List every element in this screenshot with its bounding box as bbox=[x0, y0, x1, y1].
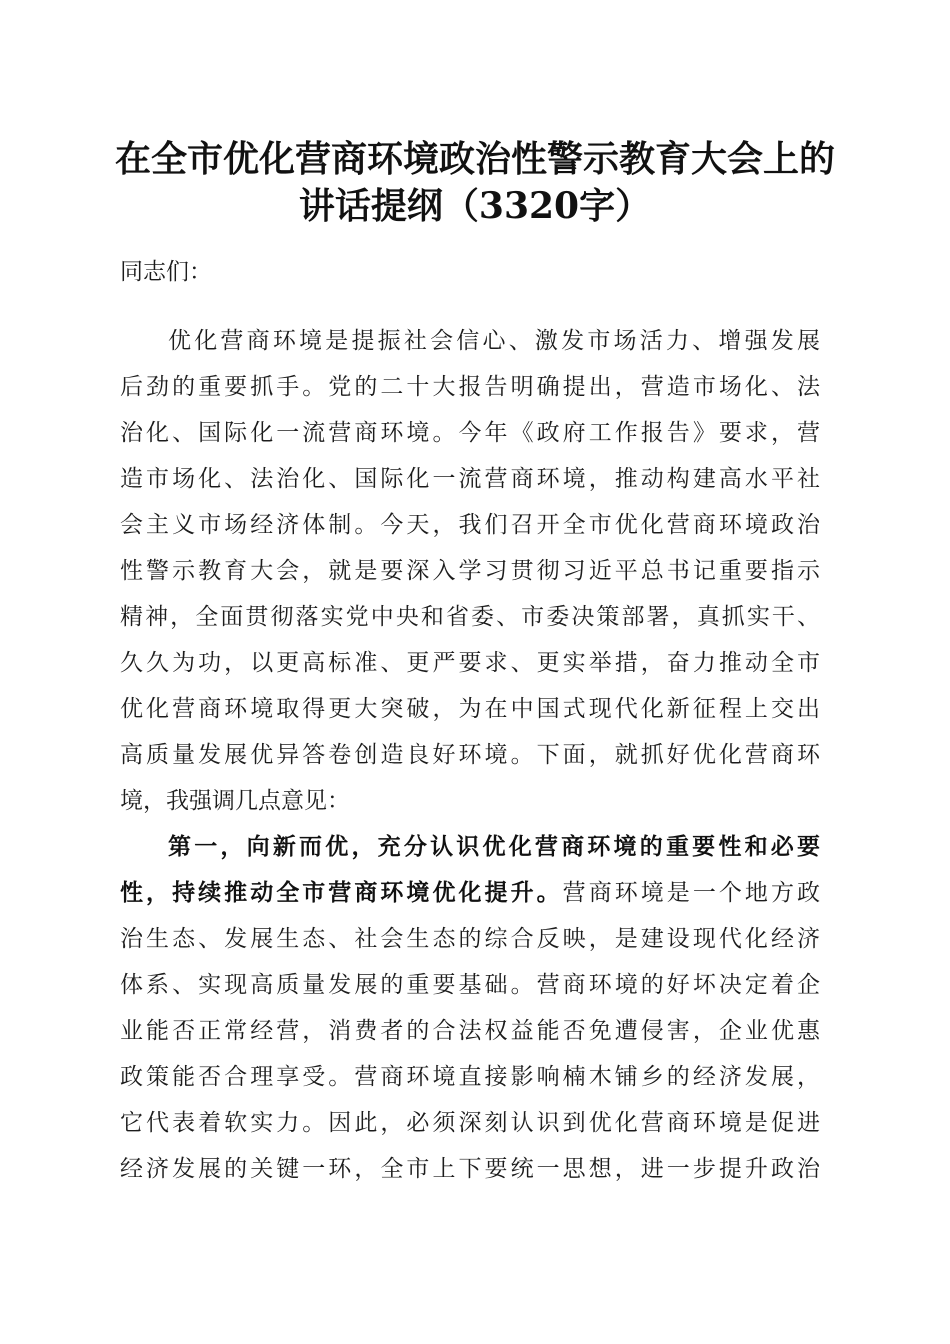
paragraph-line: 治化、国际化一流营商环境。今年《政府工作报告》要求，营 bbox=[120, 420, 820, 446]
section-heading-end: 性，持续推动全市营商环境优化提升。 bbox=[120, 879, 563, 906]
paragraph-line: 治生态、发展生态、社会生态的综合反映，是建设现代化经济 bbox=[120, 926, 820, 952]
paragraph-line: 政策能否合理享受。营商环境直接影响楠木铺乡的经济发展， bbox=[120, 1064, 820, 1090]
paragraph-line: 性警示教育大会，就是要深入学习贯彻习近平总书记重要指示 bbox=[120, 558, 820, 584]
paragraph-line: 高质量发展优异答卷创造良好环境。下面，就抓好优化营商环 bbox=[120, 742, 820, 768]
salutation: 同志们： bbox=[120, 259, 212, 285]
paragraph-line: 精神，全面贯彻落实党中央和省委、市委决策部署，真抓实干、 bbox=[120, 604, 820, 630]
section-text-start: 营商环境是一个地方政 bbox=[562, 880, 821, 906]
document-title-line-1: 在全市优化营商环境政治性警示教育大会上的 bbox=[114, 138, 835, 180]
section-heading-line: 第一，向新而优，充分认识优化营商环境的重要性和必要 bbox=[168, 833, 820, 860]
section-mixed-line bbox=[120, 878, 820, 908]
paragraph-line: 经济发展的关键一环，全市上下要统一思想，进一步提升政治 bbox=[120, 1156, 820, 1182]
paragraph-line: 体系、实现高质量发展的重要基础。营商环境的好坏决定着企 bbox=[120, 972, 820, 998]
paragraph-line: 久久为功，以更高标准、更严要求、更实举措，奋力推动全市 bbox=[120, 650, 820, 676]
paragraph-line: 业能否正常经营，消费者的合法权益能否免遭侵害，企业优惠 bbox=[120, 1018, 820, 1044]
paragraph-line: 优化营商环境是提振社会信心、激发市场活力、增强发展 bbox=[168, 328, 820, 354]
paragraph-line: 它代表着软实力。因此，必须深刻认识到优化营商环境是促进 bbox=[120, 1110, 820, 1136]
document-title-line-2: 讲话提纲（3320字） bbox=[298, 185, 652, 227]
paragraph-line: 境，我强调几点意见： bbox=[120, 788, 350, 814]
paragraph-line: 后劲的重要抓手。党的二十大报告明确提出，营造市场化、法 bbox=[120, 374, 820, 400]
paragraph-line: 优化营商环境取得更大突破，为在中国式现代化新征程上交出 bbox=[120, 696, 820, 722]
paragraph-line: 会主义市场经济体制。今天，我们召开全市优化营商环境政治 bbox=[120, 512, 820, 538]
paragraph-line: 造市场化、法治化、国际化一流营商环境，推动构建高水平社 bbox=[120, 466, 820, 492]
